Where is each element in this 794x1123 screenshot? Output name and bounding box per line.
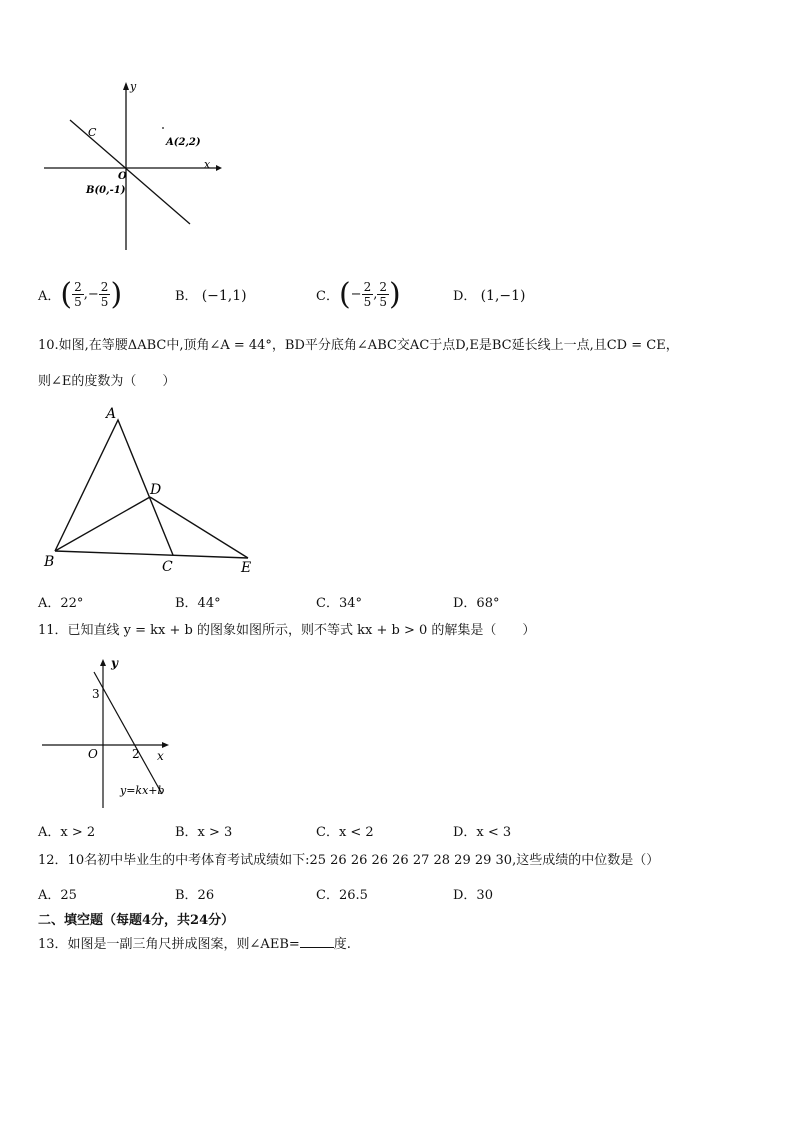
q12-option-d[interactable]: D．30 <box>453 888 493 903</box>
comma: , <box>83 286 88 302</box>
numerator: 2 <box>379 279 387 294</box>
q9-a-x-fraction <box>72 280 84 309</box>
q9-option-c[interactable] <box>316 272 401 316</box>
x-intercept-label: 2 <box>132 747 140 761</box>
q10-stem-line2: 则∠E的度数为（ ） <box>38 374 176 389</box>
segment-bd <box>55 497 150 551</box>
segment-de <box>150 497 248 558</box>
q12-option-a[interactable]: A．25 <box>38 888 77 903</box>
q9-option-d-prefix: D． <box>453 289 477 304</box>
q11-option-a[interactable]: A．x > 2 <box>38 825 96 840</box>
q13-stem <box>38 935 351 954</box>
q12-option-b[interactable]: B．26 <box>175 888 215 903</box>
close-paren-icon: ) <box>389 276 401 312</box>
graph-line <box>94 672 162 794</box>
label-d: D <box>150 482 162 498</box>
point-a <box>162 127 164 129</box>
a-label: A(2,2) <box>166 137 201 148</box>
minus-sign: − <box>87 286 99 302</box>
denominator: 5 <box>100 294 109 309</box>
label-a: A <box>106 406 117 422</box>
x-axis-arrow <box>162 742 169 748</box>
q10-option-d[interactable]: D．68° <box>453 596 500 611</box>
y-intercept-label: 3 <box>92 687 100 701</box>
o-label: O <box>118 171 127 182</box>
q9-option-d-value: (1,−1) <box>480 288 526 304</box>
y-label: y <box>130 80 137 93</box>
q11-stem: 11．已知直线 y = kx + b 的图象如图所示，则不等式 kx + b > 0 的解集是（ ） <box>38 623 536 638</box>
q9-option-b-prefix: B． <box>175 289 198 304</box>
minus-sign: − <box>350 286 362 302</box>
q13-stem-before: 13．如图是一副三角尺拼成图案，则∠AEB= <box>38 937 300 952</box>
y-label: y <box>111 656 118 670</box>
answer-blank[interactable] <box>300 935 334 948</box>
open-paren-icon: ( <box>338 276 351 312</box>
section-heading-fill-in: 二、填空题（每题4分，共24分） <box>38 913 235 928</box>
b-label: B(0,-1) <box>86 185 126 196</box>
q9-option-d[interactable] <box>453 285 526 304</box>
q10-option-a[interactable]: A．22° <box>38 596 84 611</box>
open-paren-icon: ( <box>60 276 73 312</box>
comma: , <box>373 286 378 302</box>
q11-option-d[interactable]: D．x < 3 <box>453 825 512 840</box>
label-b: B <box>44 554 55 570</box>
q12-stem: 12．10名初中毕业生的中考体育考试成绩如下:25 26 26 26 26 27 28 29 29 30,这些成绩的中位数是（） <box>38 853 660 868</box>
q11-option-b[interactable]: B．x > 3 <box>175 825 233 840</box>
q9-option-c-prefix: C． <box>316 288 339 304</box>
q10-stem-line1: 10.如图,在等腰ΔABC中,顶角∠A = 44°，BD平分底角∠ABC交AC于点D,E是BC延长线上一点,且CD = CE， <box>38 338 679 353</box>
q11-option-c[interactable]: C．x < 2 <box>316 825 374 840</box>
label-e: E <box>241 560 252 576</box>
q9-option-b[interactable] <box>175 285 247 304</box>
q9-option-a-prefix: A． <box>38 288 61 304</box>
x-label: x <box>204 158 211 171</box>
label-c: C <box>162 559 173 575</box>
q12-option-c[interactable]: C．26.5 <box>316 888 368 903</box>
q9-c-x-fraction <box>362 280 374 309</box>
denominator: 5 <box>363 294 372 309</box>
q10-option-b[interactable]: B．44° <box>175 596 221 611</box>
numerator: 2 <box>363 279 372 294</box>
q10-triangle-figure <box>38 400 268 580</box>
close-paren-icon: ) <box>110 276 123 312</box>
q9-option-b-value: (−1,1) <box>201 288 247 304</box>
denominator: 5 <box>74 294 82 309</box>
c-label: C <box>88 126 97 139</box>
q9-coordinate-figure <box>38 76 228 256</box>
q9-a-y-fraction <box>99 280 111 309</box>
q9-c-y-fraction <box>377 280 389 309</box>
y-axis-arrow <box>100 659 106 666</box>
o-label: O <box>88 747 98 761</box>
y-axis-arrow <box>123 82 129 90</box>
line-equation-label: y=kx+b <box>120 784 165 797</box>
x-label: x <box>157 749 164 763</box>
q9-option-a[interactable] <box>38 272 122 316</box>
numerator: 2 <box>74 279 82 294</box>
q13-stem-after: 度. <box>333 937 351 952</box>
x-axis-arrow <box>216 165 222 171</box>
q11-line-figure <box>38 652 178 812</box>
q10-option-c[interactable]: C．34° <box>316 596 362 611</box>
numerator: 2 <box>100 279 109 294</box>
segment-be <box>55 551 248 558</box>
denominator: 5 <box>379 294 387 309</box>
